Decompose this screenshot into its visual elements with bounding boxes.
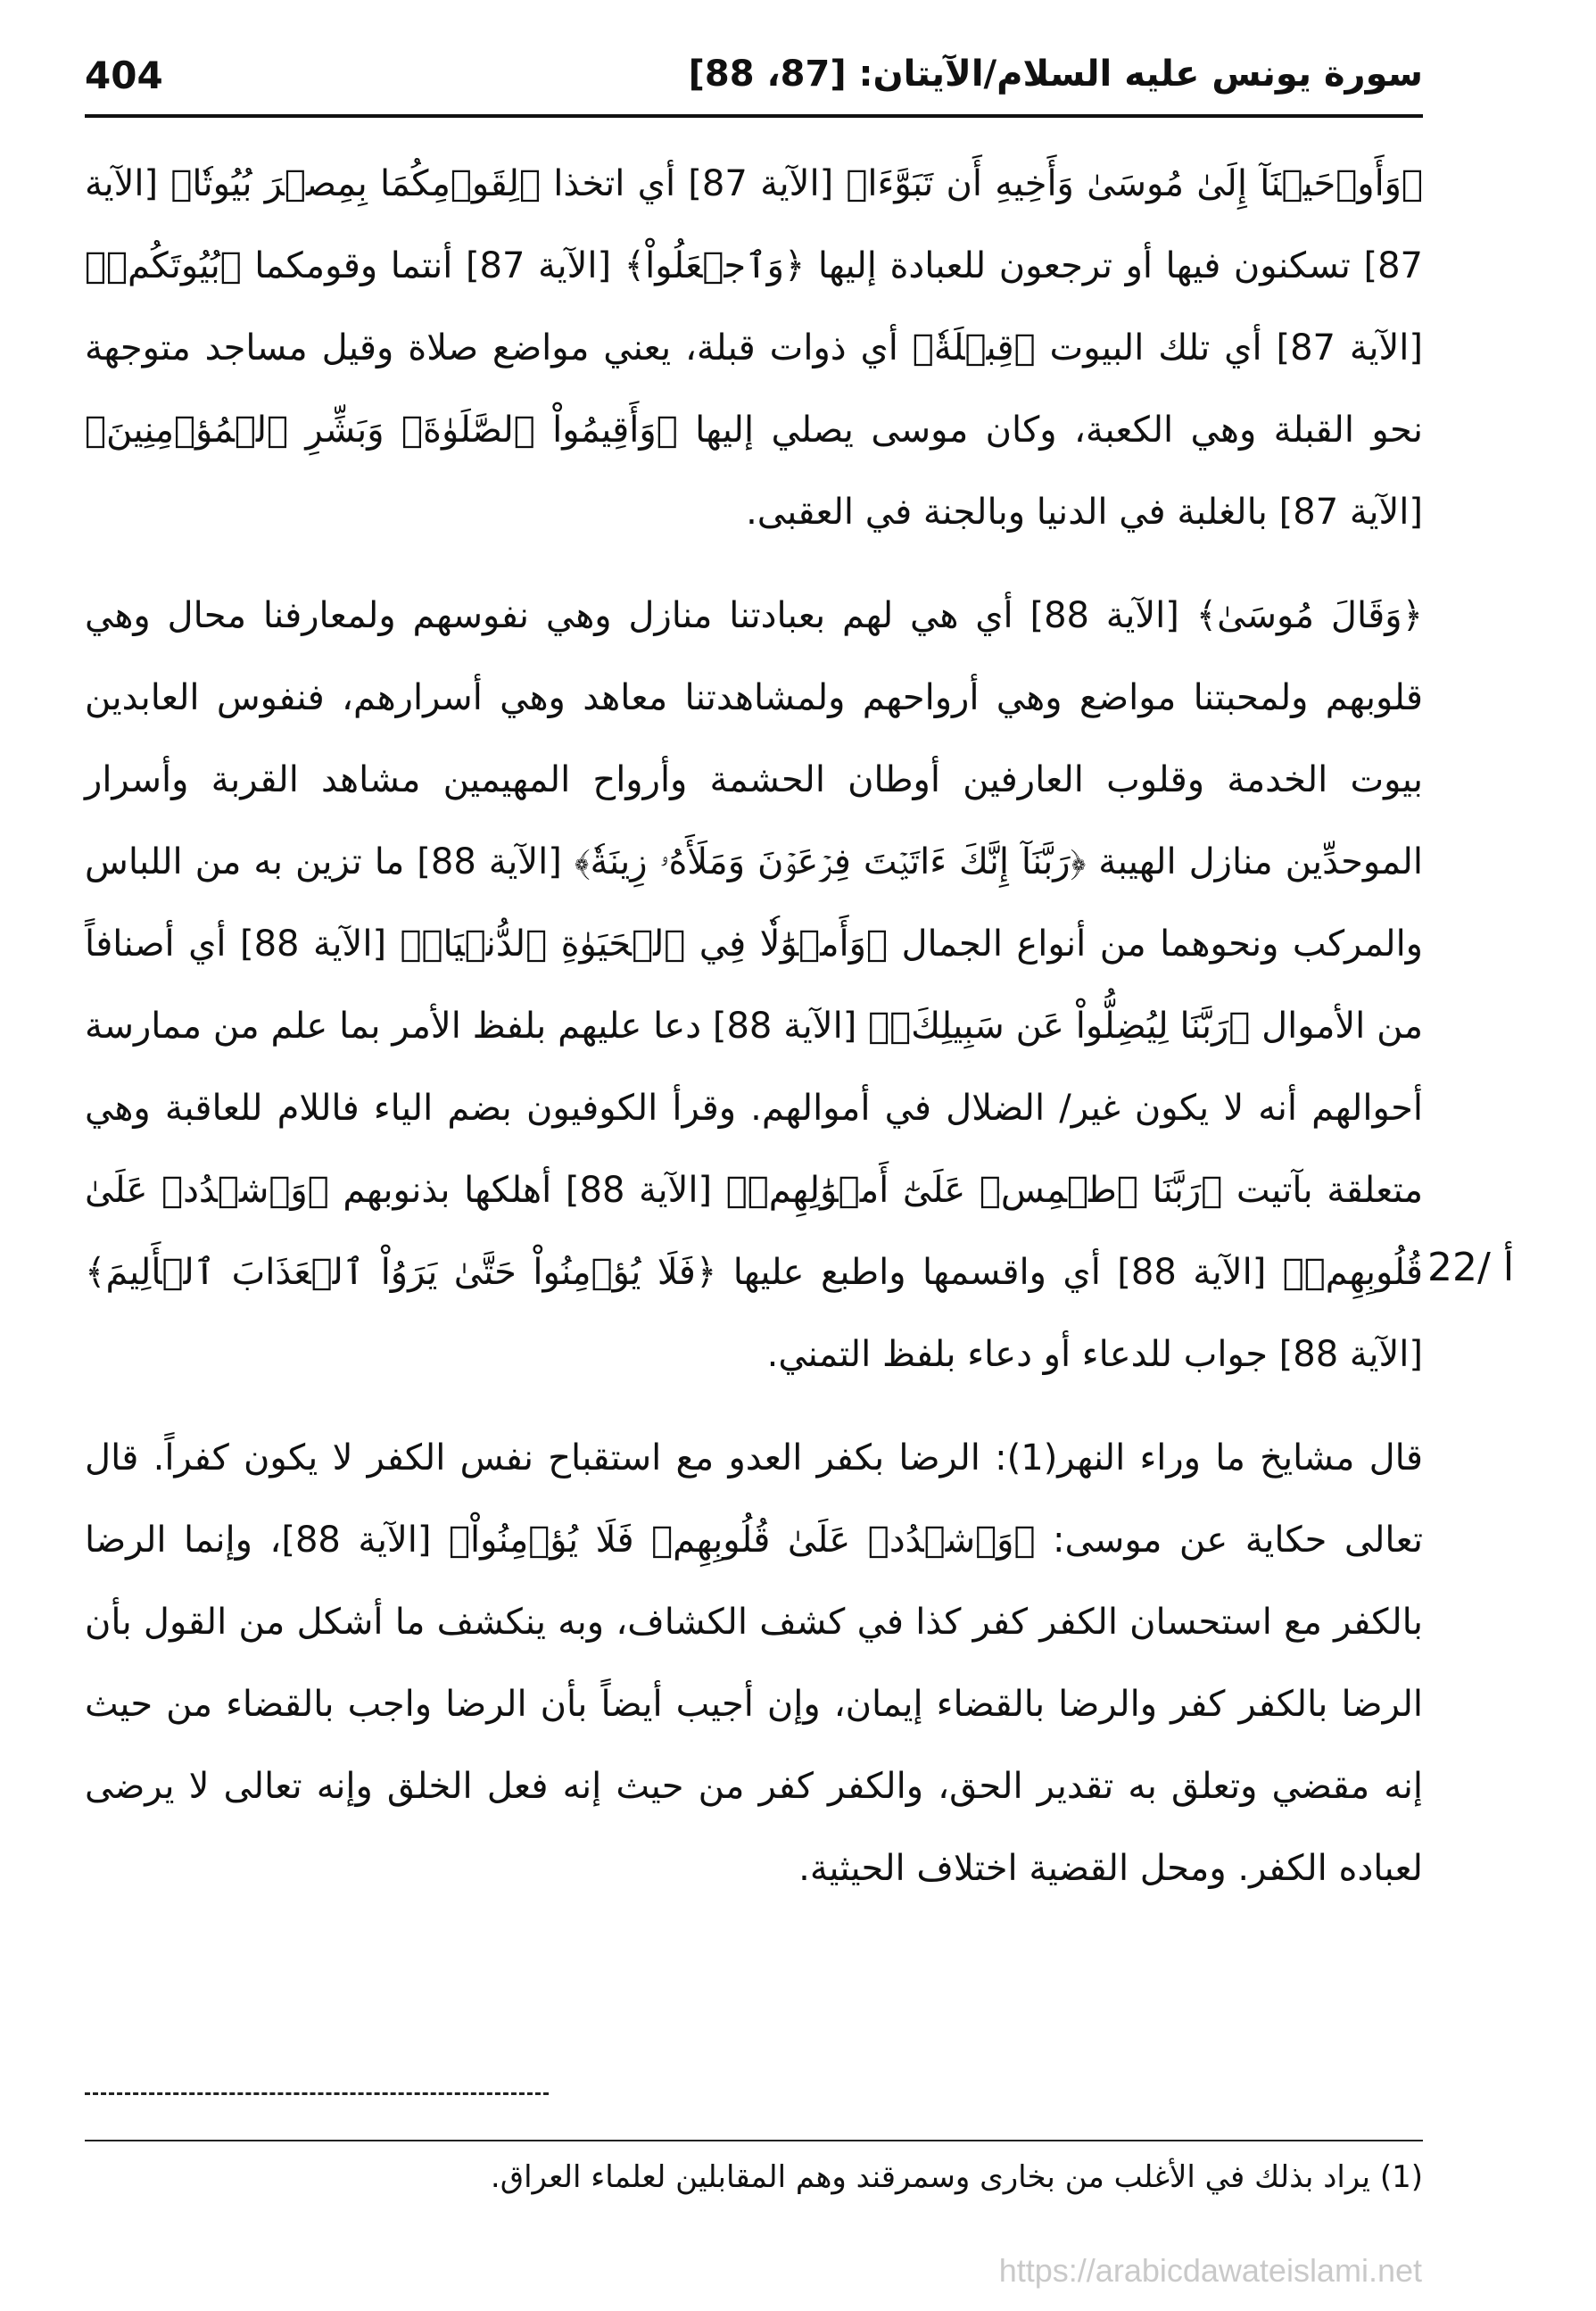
running-title: سورة يونس عليه السلام/الآيتان: [87، 88]: [688, 54, 1423, 95]
paragraph-ayah-87: ﴿وَأَوۡحَيۡنَآ إِلَىٰ مُوسَىٰ وَأَخِيهِ أَن تَبَوَّءَا﴾ [الآية 87] أي اتخذا ﴿لِقَوۡمِكُمَا بِمِصۡرَ بُيُوتٗا﴾ [الآية 87] تسكنون فيها أو ترجعون للعبادة إليها ﴿وَٱجۡعَلُواْ﴾ [الآية 87] أنتما وقومكما ﴿بُيُوتَكُمۡ﴾ [الآية 87] أي تلك البيوت ﴿قِبۡلَةٗ﴾ أي ذوات قبلة، يعني مواضع صلاة وقيل مساجد متوجهة نحو القبلة وهي الكعبة، وكان موسى يصلي إليها ﴿وَأَقِيمُواْ ٱلصَّلَوٰةَۗ وَبَشِّرِ ٱلۡمُؤۡمِنِينَ﴾ [الآية 87] بالغلبة في الدنيا وبالجنة في العقبى.: [85, 163, 1424, 533]
footnote: (1) يراد بذلك في الأغلب من بخارى وسمرقند وهم المقابلين لعلماء العراق.: [490, 2159, 1423, 2195]
main-text: [85, 143, 1423, 1931]
header-rule: [85, 114, 1423, 118]
watermark-url: https://arabicdawateislami.net: [998, 2252, 1422, 2289]
manuscript-folio-marker: 22/ أ: [1427, 1245, 1515, 1290]
paragraph-commentary: قال مشايخ ما وراء النهر(1): الرضا بكفر العدو مع استقباح نفس الكفر لا يكون كفراً. قال تعالى حكاية عن موسى: ﴿وَٱشۡدُدۡ عَلَىٰ قُلُوبِهِمۡ فَلَا يُؤۡمِنُواْ﴾ [الآية 88]، وإنما الرضا بالكفر مع استحسان الكفر كفر كذا في كشف الكشاف، وبه ينكشف ما أشكل من القول بأن الرضا بالكفر كفر والرضا بالقضاء إيمان، وإن أجيب أيضاً بأن الرضا واجب بالقضاء من حيث إنه مقضي وتعلق به تقدير الحق، والكفر كفر من حيث إنه فعل الخلق وإنه تعالى لا يرضى لعباده الكفر. ومحل القضية اختلاف الحيثية.: [85, 1437, 1423, 1889]
paragraph-ayah-88: ﴿وَقَالَ مُوسَىٰ﴾ [الآية 88] أي هي لهم بعبادتنا منازل وهي نفوسهم ولمعارفنا محال وهي قلوبهم ولمحبتنا مواضع وهي أرواحهم ولمشاهدتنا معاهد وهي أسرارهم، فنفوس العابدين بيوت الخدمة وقلوب العارفين أوطان الحشمة وأرواح المهيمين مشاهد القربة وأسرار الموحدِّين منازل الهيبة ﴿رَبَّنَآ إِنَّكَ ءَاتَيۡتَ فِرۡعَوۡنَ وَمَلَأَهُۥ زِينَةٗ﴾ [الآية 88] ما تزين به من اللباس والمركب ونحوهما من أنواع الجمال ﴿وَأَمۡوَٰلٗا فِي ٱلۡحَيَوٰةِ ٱلدُّنۡيَاۖ﴾ [الآية 88] أي أصنافاً من الأموال ﴿رَبَّنَا لِيُضِلُّواْ عَن سَبِيلِكَۖ﴾ [الآية 88] دعا عليهم بلفظ الأمر بما علم من ممارسة أحوالهم أنه لا يكون غير/ الضلال في أموالهم. وقرأ الكوفيون بضم الياء فاللام للعاقبة وهي متعلقة بآتيت ﴿رَبَّنَا ٱطۡمِسۡ عَلَىٰٓ أَمۡوَٰلِهِمۡ﴾ [الآية 88] أهلكها بذنوبهم ﴿وَٱشۡدُدۡ عَلَىٰ قُلُوبِهِمۡ﴾ [الآية 88] أي واقسمها واطبع عليها ﴿فَلَا يُؤۡمِنُواْ حَتَّىٰ يَرَوُاْ ٱلۡعَذَابَ ٱلۡأَلِيمَ﴾ [الآية 88] جواب للدعاء أو دعاء بلفظ التمني.: [85, 595, 1424, 1375]
page-number: 404: [85, 54, 163, 97]
page-header: [85, 54, 1423, 107]
paragraph-end-dash-rule: [85, 2092, 549, 2095]
footnote-separator: [85, 2140, 1423, 2141]
